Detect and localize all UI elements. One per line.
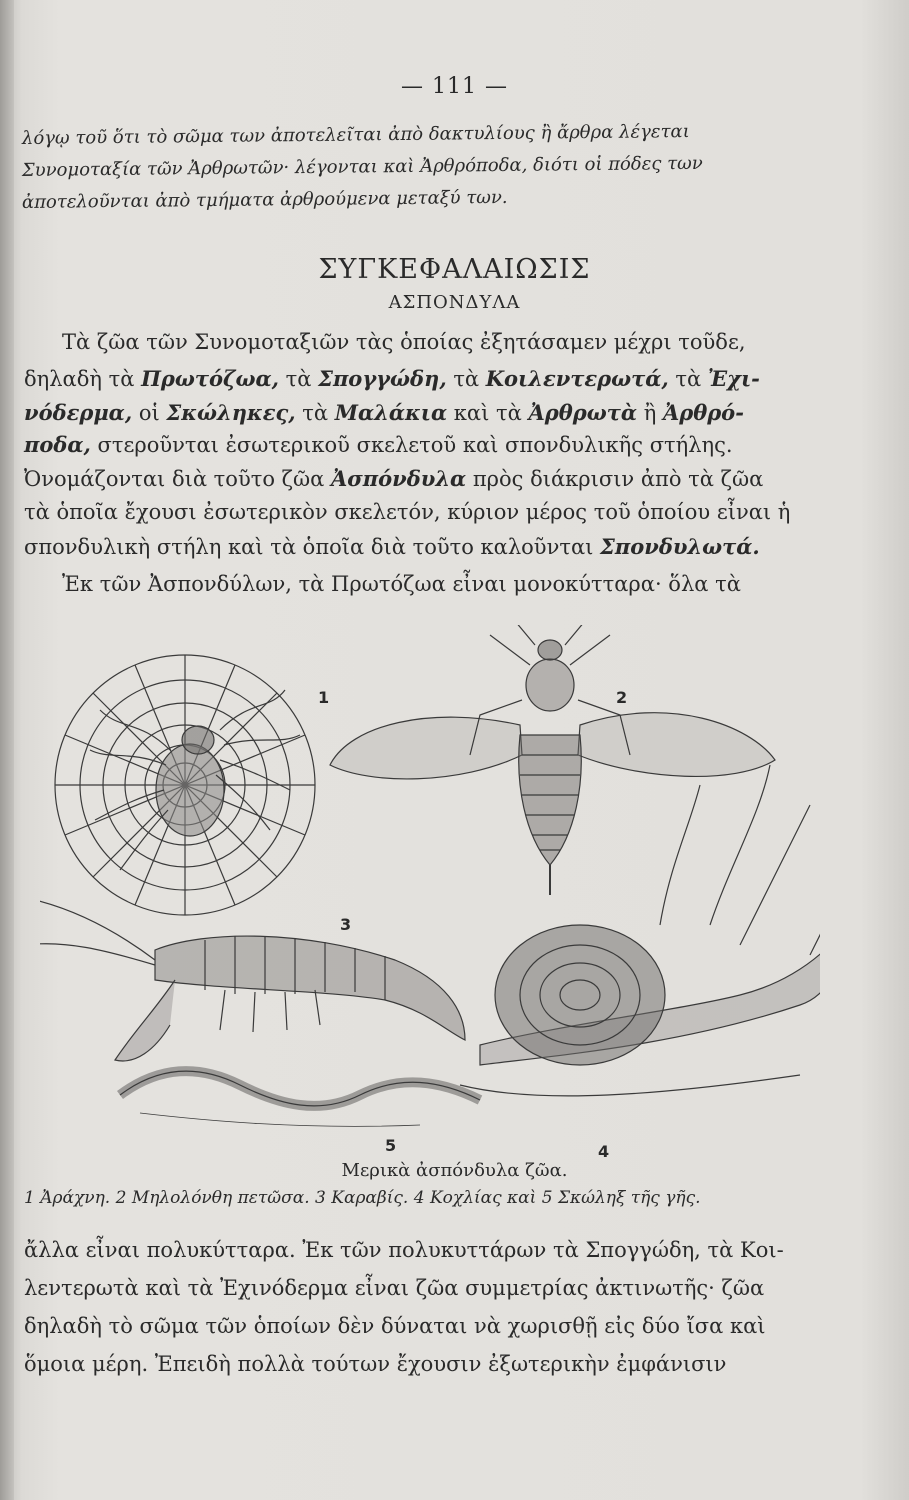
paragraph-line: δηλαδὴ τὰ Πρωτόζωα, τὰ Σπογγώδη, τὰ Κοιλεντερωτά, τὰ Ἐχι- <box>24 366 760 391</box>
figure-number-3: 3 <box>340 915 352 934</box>
figure-number-1: 1 <box>318 688 330 707</box>
crayfish-drawing <box>40 900 465 1061</box>
paragraph-line: ποδα, στεροῦνται ἐσωτερικοῦ σκελετοῦ καὶ σπονδυλικῆς στήλης. <box>24 432 733 457</box>
paragraph-line: νόδερμα, οἱ Σκώληκες, τὰ Μαλάκια καὶ τὰ Ἀρθρωτὰ ἢ Ἀρθρό- <box>24 400 744 425</box>
intro-line: ἀποτελοῦνται ἀπὸ τμήματα ἀρθρούμενα μεταξύ των. <box>21 186 508 213</box>
spider-drawing <box>90 690 300 870</box>
figure-number-5: 5 <box>385 1136 397 1155</box>
paragraph-line: σπονδυλικὴ στήλη καὶ τὰ ὁποῖα διὰ τοῦτο καλοῦνται Σπονδυλωτά. <box>24 534 760 559</box>
paragraph-line: ἄλλα εἶναι πολυκύτταρα. Ἐκ τῶν πολυκυττάρων τὰ Σπογγώδη, τὰ Κοι- <box>24 1238 784 1262</box>
paragraph-line: Ἐκ τῶν Ἀσπονδύλων, τὰ Πρωτόζωα εἶναι μονοκύτταρα· ὅλα τὰ <box>62 572 741 596</box>
paragraph-line: Τὰ ζῶα τῶν Συνομοταξιῶν τὰς ὁποίας ἐξητάσαμεν μέχρι τοῦδε, <box>62 330 746 354</box>
invertebrates-illustration <box>40 625 820 1170</box>
intro-line: λόγῳ τοῦ ὅτι τὸ σῶμα των ἀποτελεῖται ἀπὸ δακτυλίους ἢ ἄρθρα λέγεται <box>21 121 690 149</box>
paragraph-line: ὅμοια μέρη. Ἐπειδὴ πολλὰ τούτων ἔχουσιν ἐξωτερικὴν ἐμφάνισιν <box>24 1352 727 1376</box>
section-heading: ΣΥΓΚΕΦΑΛΑΙΩΣΙΣ <box>318 254 591 285</box>
paragraph-line: Ὀνομάζονται διὰ τοῦτο ζῶα Ἀσπόνδυλα πρὸς διάκρισιν ἀπὸ τὰ ζῶα <box>24 466 764 491</box>
figure-number-4: 4 <box>598 1142 610 1161</box>
book-spine-shadow <box>0 0 14 1500</box>
intro-line: Συνομοταξία τῶν Ἀρθρωτῶν· λέγονται καὶ Ἀρθρόποδα, διότι οἱ πόδες των <box>21 152 703 181</box>
page-number: — 111 — <box>401 74 508 99</box>
paragraph-line: λεντερωτὰ καὶ τὰ Ἐχινόδερμα εἶναι ζῶα συμμετρίας ἀκτινωτῆς· ζῶα <box>24 1276 765 1300</box>
figure-number-2: 2 <box>616 688 628 707</box>
figure-legend: 1 Ἀράχνη. 2 Μηλολόνθη πετῶσα. 3 Καραβίς. 4 Κοχλίας καὶ 5 Σκώληξ τῆς γῆς. <box>24 1188 701 1208</box>
earthworm-drawing <box>120 1071 480 1126</box>
beetle-drawing <box>330 625 775 895</box>
figure-caption: Μερικὰ ἀσπόνδυλα ζῶα. <box>341 1160 568 1181</box>
paragraph-line: δηλαδὴ τὸ σῶμα τῶν ὁποίων δὲν δύναται νὰ χωρισθῇ εἰς δύο ἴσα καὶ <box>24 1314 766 1338</box>
paragraph-line: τὰ ὁποῖα ἔχουσι ἐσωτερικὸν σκελετόν, κύριον μέρος τοῦ ὁποίου εἶναι ἡ <box>24 500 791 524</box>
snail-drawing <box>460 765 820 1096</box>
section-subheading: ΑΣΠΟΝΔΥΛΑ <box>388 292 521 313</box>
